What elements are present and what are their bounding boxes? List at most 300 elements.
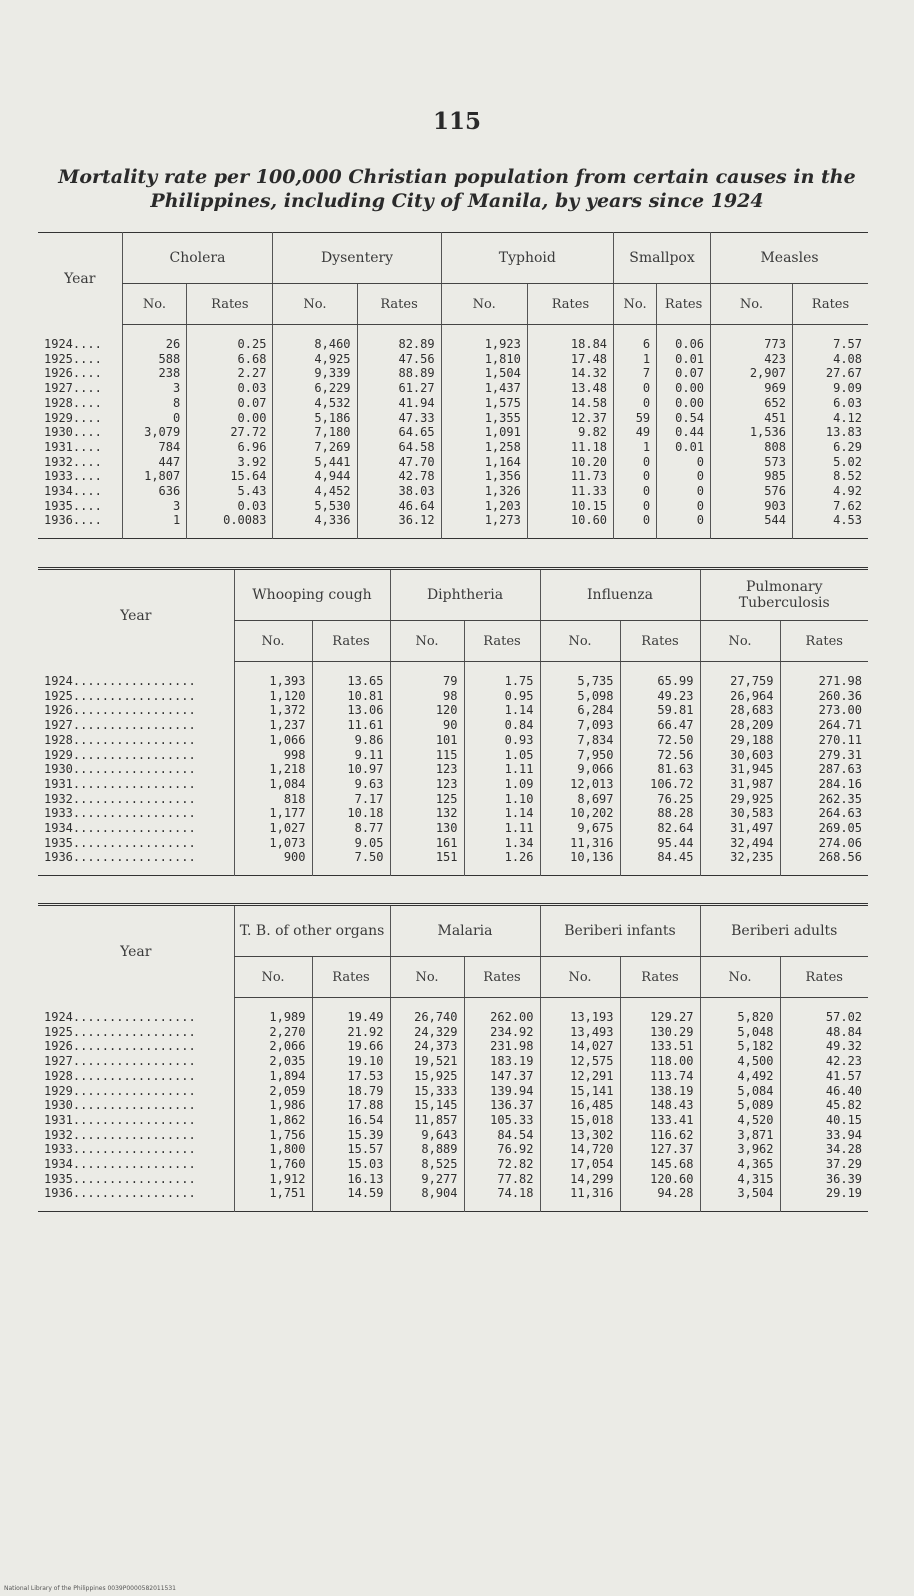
rate-cell: 15.57 <box>312 1142 390 1157</box>
table-row <box>38 499 868 514</box>
rate-cell: 0 <box>657 469 711 484</box>
number-cell: 3,962 <box>700 1142 780 1157</box>
number-cell: 4,532 <box>273 396 357 411</box>
number-cell: 49 <box>614 425 657 440</box>
number-cell: 123 <box>390 777 464 792</box>
col-no: No. <box>273 284 357 325</box>
number-cell: 0 <box>614 396 657 411</box>
number-cell: 125 <box>390 792 464 807</box>
number-cell: 5,186 <box>273 411 357 426</box>
number-cell: 101 <box>390 733 464 748</box>
rate-cell: 1.10 <box>464 792 540 807</box>
rate-cell: 0 <box>657 513 711 538</box>
table-row <box>38 662 868 689</box>
table-row <box>38 762 868 777</box>
number-cell: 30,583 <box>700 806 780 821</box>
rate-cell: 3.92 <box>187 455 273 470</box>
number-cell: 998 <box>234 748 312 763</box>
number-cell: 10,136 <box>540 850 620 875</box>
rate-cell: 1.14 <box>464 703 540 718</box>
rate-cell: 72.82 <box>464 1157 540 1172</box>
number-cell: 1,575 <box>441 396 527 411</box>
rate-cell: 7.62 <box>792 499 868 514</box>
number-cell: 636 <box>122 484 187 499</box>
rate-cell: 0.07 <box>657 366 711 381</box>
rate-cell: 64.58 <box>357 440 441 455</box>
table-row <box>38 366 868 381</box>
rate-cell: 27.72 <box>187 425 273 440</box>
col-no: No. <box>122 284 187 325</box>
number-cell: 6,284 <box>540 703 620 718</box>
number-cell: 26,964 <box>700 689 780 704</box>
rate-cell: 40.15 <box>780 1113 868 1128</box>
rate-cell: 0.44 <box>657 425 711 440</box>
rate-cell: 1.75 <box>464 662 540 689</box>
number-cell: 2,035 <box>234 1054 312 1069</box>
number-cell: 6,229 <box>273 381 357 396</box>
col-no: No. <box>390 621 464 662</box>
number-cell: 26,740 <box>390 998 464 1025</box>
col-no: No. <box>540 621 620 662</box>
number-cell: 2,059 <box>234 1084 312 1099</box>
rate-cell: 14.32 <box>527 366 613 381</box>
number-cell: 11,316 <box>540 1186 620 1211</box>
group-header-smallpox: Smallpox <box>614 233 711 284</box>
col-rates: Rates <box>792 284 868 325</box>
number-cell: 1,760 <box>234 1157 312 1172</box>
number-cell: 4,365 <box>700 1157 780 1172</box>
rate-cell: 120.60 <box>620 1172 700 1187</box>
number-cell: 969 <box>711 381 793 396</box>
col-no: No. <box>614 284 657 325</box>
rate-cell: 0.54 <box>657 411 711 426</box>
rate-cell: 7.17 <box>312 792 390 807</box>
rate-cell: 10.15 <box>527 499 613 514</box>
number-cell: 130 <box>390 821 464 836</box>
table-row <box>38 998 868 1025</box>
rate-cell: 72.50 <box>620 733 700 748</box>
table-row <box>38 1186 868 1211</box>
rate-cell: 17.88 <box>312 1098 390 1113</box>
rate-cell: 129.27 <box>620 998 700 1025</box>
rate-cell: 77.82 <box>464 1172 540 1187</box>
rate-cell: 264.71 <box>780 718 868 733</box>
rate-cell: 5.43 <box>187 484 273 499</box>
rate-cell: 105.33 <box>464 1113 540 1128</box>
rate-cell: 21.92 <box>312 1025 390 1040</box>
number-cell: 1,807 <box>122 469 187 484</box>
table-row <box>38 1069 868 1084</box>
rate-cell: 9.82 <box>527 425 613 440</box>
rate-cell: 5.02 <box>792 455 868 470</box>
rate-cell: 38.03 <box>357 484 441 499</box>
number-cell: 13,302 <box>540 1128 620 1143</box>
col-no: No. <box>540 957 620 998</box>
rate-cell: 133.51 <box>620 1039 700 1054</box>
rate-cell: 0 <box>657 499 711 514</box>
number-cell: 9,339 <box>273 366 357 381</box>
rate-cell: 8.77 <box>312 821 390 836</box>
table-row <box>38 352 868 367</box>
rate-cell: 8.52 <box>792 469 868 484</box>
rate-cell: 14.58 <box>527 396 613 411</box>
number-cell: 15,925 <box>390 1069 464 1084</box>
rate-cell: 15.64 <box>187 469 273 484</box>
rate-cell: 4.53 <box>792 513 868 538</box>
number-cell: 1,164 <box>441 455 527 470</box>
table-row <box>38 1025 868 1040</box>
number-cell: 14,027 <box>540 1039 620 1054</box>
rate-cell: 12.37 <box>527 411 613 426</box>
rate-cell: 0.84 <box>464 718 540 733</box>
rate-cell: 46.64 <box>357 499 441 514</box>
number-cell: 1,073 <box>234 836 312 851</box>
number-cell: 1,923 <box>441 325 527 352</box>
number-cell: 544 <box>711 513 793 538</box>
rate-cell: 1.11 <box>464 821 540 836</box>
rate-cell: 148.43 <box>620 1098 700 1113</box>
rate-cell: 270.11 <box>780 733 868 748</box>
number-cell: 1 <box>614 352 657 367</box>
rate-cell: 0.93 <box>464 733 540 748</box>
group-header-whooping-cough: Whooping cough <box>234 569 390 621</box>
year-cell: 1934................. <box>44 821 196 836</box>
number-cell: 14,299 <box>540 1172 620 1187</box>
number-cell: 12,013 <box>540 777 620 792</box>
col-no: No. <box>234 957 312 998</box>
rate-cell: 49.23 <box>620 689 700 704</box>
number-cell: 32,235 <box>700 850 780 875</box>
rate-cell: 34.28 <box>780 1142 868 1157</box>
number-cell: 423 <box>711 352 793 367</box>
mortality-table-3 <box>38 903 868 1212</box>
number-cell: 31,987 <box>700 777 780 792</box>
col-rates: Rates <box>780 621 868 662</box>
number-cell: 447 <box>122 455 187 470</box>
table-row <box>38 513 868 538</box>
number-cell: 2,270 <box>234 1025 312 1040</box>
number-cell: 4,944 <box>273 469 357 484</box>
number-cell: 4,500 <box>700 1054 780 1069</box>
year-cell: 1924................. <box>44 673 196 688</box>
year-cell: 1928................. <box>44 732 196 747</box>
year-cell: 1933................. <box>44 806 196 821</box>
rate-cell: 16.54 <box>312 1113 390 1128</box>
rate-cell: 130.29 <box>620 1025 700 1040</box>
rate-cell: 0.06 <box>657 325 711 352</box>
table-row <box>38 1172 868 1187</box>
number-cell: 0 <box>614 499 657 514</box>
year-cell: 1927.... <box>44 381 102 396</box>
number-cell: 90 <box>390 718 464 733</box>
table-row <box>38 1054 868 1069</box>
number-cell: 13,193 <box>540 998 620 1025</box>
year-cell: 1928................. <box>44 1068 196 1083</box>
number-cell: 31,945 <box>700 762 780 777</box>
number-cell: 2,907 <box>711 366 793 381</box>
col-no: No. <box>390 957 464 998</box>
rate-cell: 19.66 <box>312 1039 390 1054</box>
rate-cell: 82.89 <box>357 325 441 352</box>
year-header: Year <box>64 270 96 287</box>
rate-cell: 47.70 <box>357 455 441 470</box>
number-cell: 1,989 <box>234 998 312 1025</box>
year-cell: 1930.... <box>44 425 102 440</box>
number-cell: 0 <box>614 455 657 470</box>
table-row <box>38 836 868 851</box>
number-cell: 3,504 <box>700 1186 780 1211</box>
number-cell: 573 <box>711 455 793 470</box>
rate-cell: 11.61 <box>312 718 390 733</box>
rate-cell: 106.72 <box>620 777 700 792</box>
year-cell: 1933................. <box>44 1142 196 1157</box>
col-no: No. <box>234 621 312 662</box>
rate-cell: 84.45 <box>620 850 700 875</box>
rate-cell: 76.25 <box>620 792 700 807</box>
rate-cell: 4.12 <box>792 411 868 426</box>
number-cell: 1,751 <box>234 1186 312 1211</box>
rate-cell: 42.78 <box>357 469 441 484</box>
number-cell: 24,329 <box>390 1025 464 1040</box>
number-cell: 1,203 <box>441 499 527 514</box>
year-cell: 1926................. <box>44 703 196 718</box>
number-cell: 2,066 <box>234 1039 312 1054</box>
number-cell: 8,460 <box>273 325 357 352</box>
number-cell: 6 <box>614 325 657 352</box>
year-cell: 1926................. <box>44 1039 196 1054</box>
number-cell: 903 <box>711 499 793 514</box>
col-rates: Rates <box>464 621 540 662</box>
rate-cell: 36.39 <box>780 1172 868 1187</box>
rate-cell: 16.13 <box>312 1172 390 1187</box>
year-cell: 1936.... <box>44 513 102 528</box>
number-cell: 1 <box>122 513 187 538</box>
number-cell: 4,925 <box>273 352 357 367</box>
table-row <box>38 821 868 836</box>
rate-cell: 18.79 <box>312 1084 390 1099</box>
rate-cell: 147.37 <box>464 1069 540 1084</box>
number-cell: 8,889 <box>390 1142 464 1157</box>
number-cell: 1,218 <box>234 762 312 777</box>
rate-cell: 4.92 <box>792 484 868 499</box>
rate-cell: 1.05 <box>464 748 540 763</box>
year-cell: 1934.... <box>44 484 102 499</box>
table-row <box>38 689 868 704</box>
rate-cell: 136.37 <box>464 1098 540 1113</box>
table-row <box>38 806 868 821</box>
rate-cell: 57.02 <box>780 998 868 1025</box>
number-cell: 10,202 <box>540 806 620 821</box>
number-cell: 16,485 <box>540 1098 620 1113</box>
number-cell: 808 <box>711 440 793 455</box>
number-cell: 1,258 <box>441 440 527 455</box>
table-row <box>38 1039 868 1054</box>
rate-cell: 41.94 <box>357 396 441 411</box>
rate-cell: 1.34 <box>464 836 540 851</box>
number-cell: 3 <box>122 499 187 514</box>
number-cell: 0 <box>614 513 657 538</box>
rate-cell: 17.53 <box>312 1069 390 1084</box>
year-cell: 1930................. <box>44 1098 196 1113</box>
rate-cell: 1.11 <box>464 762 540 777</box>
number-cell: 1,504 <box>441 366 527 381</box>
rate-cell: 274.06 <box>780 836 868 851</box>
number-cell: 31,497 <box>700 821 780 836</box>
number-cell: 123 <box>390 762 464 777</box>
number-cell: 1,912 <box>234 1172 312 1187</box>
rate-cell: 262.00 <box>464 998 540 1025</box>
rate-cell: 0.01 <box>657 440 711 455</box>
rate-cell: 19.49 <box>312 998 390 1025</box>
rate-cell: 72.56 <box>620 748 700 763</box>
number-cell: 985 <box>711 469 793 484</box>
number-cell: 1,273 <box>441 513 527 538</box>
number-cell: 7,180 <box>273 425 357 440</box>
number-cell: 1 <box>614 440 657 455</box>
table-row <box>38 1084 868 1099</box>
number-cell: 1,437 <box>441 381 527 396</box>
col-rates: Rates <box>357 284 441 325</box>
number-cell: 5,098 <box>540 689 620 704</box>
number-cell: 13,493 <box>540 1025 620 1040</box>
rate-cell: 10.18 <box>312 806 390 821</box>
rate-cell: 234.92 <box>464 1025 540 1040</box>
rate-cell: 0.95 <box>464 689 540 704</box>
table-row <box>38 455 868 470</box>
number-cell: 15,018 <box>540 1113 620 1128</box>
number-cell: 7 <box>614 366 657 381</box>
rate-cell: 66.47 <box>620 718 700 733</box>
rate-cell: 0.07 <box>187 396 273 411</box>
rate-cell: 47.33 <box>357 411 441 426</box>
group-header-beriberi-infants: Beriberi infants <box>540 905 700 957</box>
rate-cell: 14.59 <box>312 1186 390 1211</box>
rate-cell: 0.03 <box>187 381 273 396</box>
year-cell: 1936................. <box>44 850 196 865</box>
table-row <box>38 325 868 352</box>
number-cell: 27,759 <box>700 662 780 689</box>
col-rates: Rates <box>620 621 700 662</box>
number-cell: 17,054 <box>540 1157 620 1172</box>
rate-cell: 13.83 <box>792 425 868 440</box>
number-cell: 1,066 <box>234 733 312 748</box>
year-cell: 1930................. <box>44 762 196 777</box>
number-cell: 7,950 <box>540 748 620 763</box>
number-cell: 28,209 <box>700 718 780 733</box>
table-row <box>38 411 868 426</box>
number-cell: 161 <box>390 836 464 851</box>
rate-cell: 2.27 <box>187 366 273 381</box>
table-row <box>38 396 868 411</box>
rate-cell: 118.00 <box>620 1054 700 1069</box>
rate-cell: 264.63 <box>780 806 868 821</box>
rate-cell: 74.18 <box>464 1186 540 1211</box>
rate-cell: 13.65 <box>312 662 390 689</box>
table-row <box>38 425 868 440</box>
rate-cell: 29.19 <box>780 1186 868 1211</box>
number-cell: 5,820 <box>700 998 780 1025</box>
number-cell: 5,084 <box>700 1084 780 1099</box>
year-cell: 1935................. <box>44 835 196 850</box>
number-cell: 3,079 <box>122 425 187 440</box>
year-cell: 1929.... <box>44 410 102 425</box>
group-header-diphtheria: Diphtheria <box>390 569 540 621</box>
number-cell: 115 <box>390 748 464 763</box>
rate-cell: 64.65 <box>357 425 441 440</box>
mortality-table-1 <box>38 232 868 539</box>
number-cell: 28,683 <box>700 703 780 718</box>
table-row <box>38 748 868 763</box>
page-number: 115 <box>432 108 481 135</box>
year-cell: 1935................. <box>44 1171 196 1186</box>
rate-cell: 269.05 <box>780 821 868 836</box>
number-cell: 4,492 <box>700 1069 780 1084</box>
rate-cell: 11.18 <box>527 440 613 455</box>
number-cell: 7,834 <box>540 733 620 748</box>
number-cell: 1,084 <box>234 777 312 792</box>
number-cell: 1,862 <box>234 1113 312 1128</box>
rate-cell: 88.89 <box>357 366 441 381</box>
year-cell: 1929................. <box>44 747 196 762</box>
rate-cell: 7.50 <box>312 850 390 875</box>
group-header-malaria: Malaria <box>390 905 540 957</box>
number-cell: 818 <box>234 792 312 807</box>
rate-cell: 49.32 <box>780 1039 868 1054</box>
number-cell: 29,925 <box>700 792 780 807</box>
number-cell: 120 <box>390 703 464 718</box>
number-cell: 1,756 <box>234 1128 312 1143</box>
rate-cell: 9.11 <box>312 748 390 763</box>
rate-cell: 6.29 <box>792 440 868 455</box>
number-cell: 1,372 <box>234 703 312 718</box>
number-cell: 7,269 <box>273 440 357 455</box>
group-header-measles: Measles <box>711 233 868 284</box>
number-cell: 1,356 <box>441 469 527 484</box>
group-header-tb-other-organs: T. B. of other organs <box>234 905 390 957</box>
rate-cell: 0.01 <box>657 352 711 367</box>
year-header: Year <box>120 943 152 960</box>
number-cell: 9,066 <box>540 762 620 777</box>
number-cell: 24,373 <box>390 1039 464 1054</box>
number-cell: 3,871 <box>700 1128 780 1143</box>
rate-cell: 15.39 <box>312 1128 390 1143</box>
table-row <box>38 792 868 807</box>
number-cell: 30,603 <box>700 748 780 763</box>
number-cell: 1,800 <box>234 1142 312 1157</box>
rate-cell: 45.82 <box>780 1098 868 1113</box>
number-cell: 12,575 <box>540 1054 620 1069</box>
mortality-table-2 <box>38 567 868 876</box>
rate-cell: 262.35 <box>780 792 868 807</box>
number-cell: 15,333 <box>390 1084 464 1099</box>
rate-cell: 18.84 <box>527 325 613 352</box>
rate-cell: 11.33 <box>527 484 613 499</box>
number-cell: 4,336 <box>273 513 357 538</box>
number-cell: 1,027 <box>234 821 312 836</box>
rate-cell: 284.16 <box>780 777 868 792</box>
rate-cell: 1.14 <box>464 806 540 821</box>
number-cell: 1,237 <box>234 718 312 733</box>
number-cell: 900 <box>234 850 312 875</box>
rate-cell: 183.19 <box>464 1054 540 1069</box>
rate-cell: 10.97 <box>312 762 390 777</box>
rate-cell: 84.54 <box>464 1128 540 1143</box>
group-header-typhoid: Typhoid <box>441 233 613 284</box>
number-cell: 26 <box>122 325 187 352</box>
number-cell: 1,536 <box>711 425 793 440</box>
number-cell: 652 <box>711 396 793 411</box>
rate-cell: 116.62 <box>620 1128 700 1143</box>
